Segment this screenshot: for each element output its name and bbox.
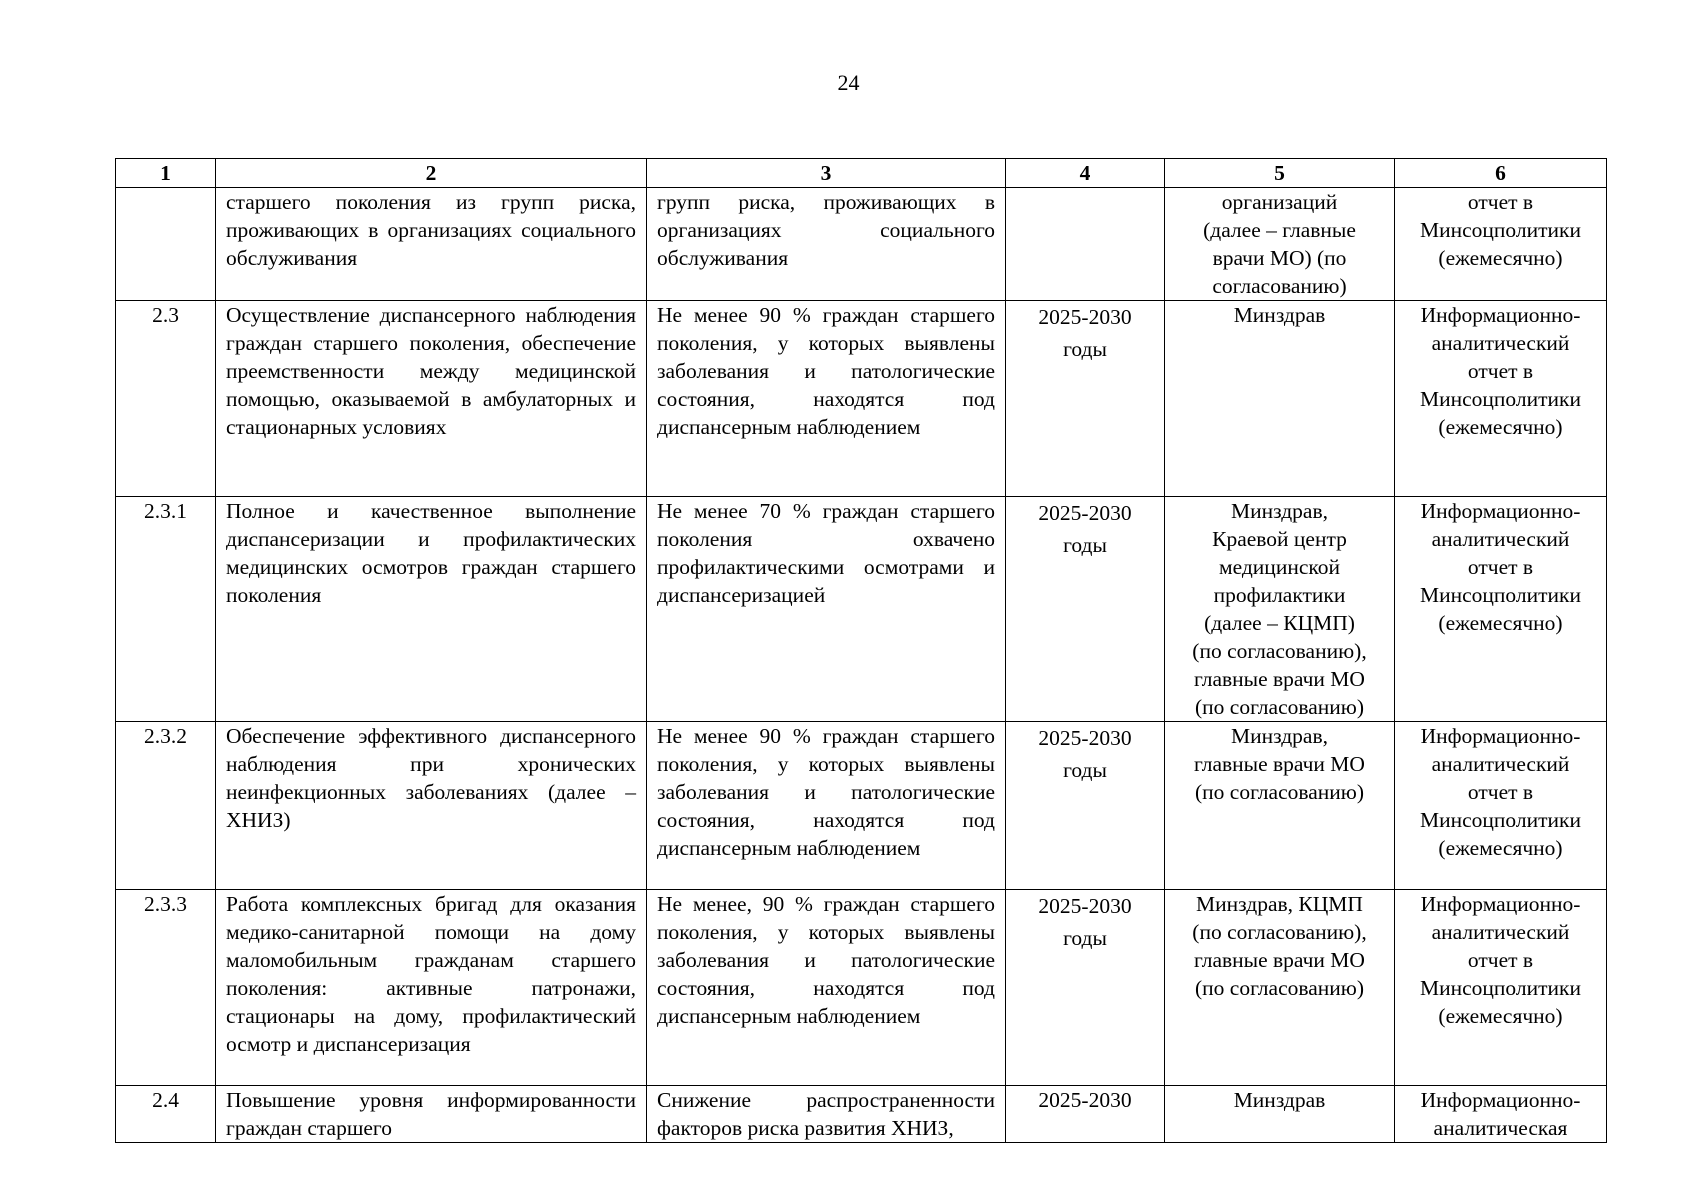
- period-cell: 2025-2030 годы: [1006, 722, 1165, 890]
- report-cell: Информационно- аналитическая: [1395, 1086, 1607, 1143]
- table-row: [116, 890, 1607, 1086]
- table-row: [116, 722, 1607, 890]
- column-header-4: 4: [1006, 159, 1165, 188]
- column-header-1: 1: [116, 159, 216, 188]
- period-cell: 2025-2030: [1006, 1086, 1165, 1143]
- result-cell: Не менее 70 % граждан старшего поколения охвачено профилактическими осмотрами и диспансеризацией: [647, 497, 1006, 722]
- executor-cell: организаций (далее – главные врачи МО) (по согласованию): [1165, 188, 1395, 301]
- action-cell: Полное и качественное выполнение диспансеризации и профилактических медицинских осмотров граждан старшего поколения: [216, 497, 647, 722]
- report-cell: Информационно- аналитический отчет в Минсоцполитики (ежемесячно): [1395, 497, 1607, 722]
- row-number: 2.3: [116, 301, 216, 497]
- period-cell: 2025-2030 годы: [1006, 497, 1165, 722]
- report-cell: отчет в Минсоцполитики (ежемесячно): [1395, 188, 1607, 301]
- measures-table: [115, 158, 1607, 1143]
- period-cell: [1006, 188, 1165, 301]
- column-header-6: 6: [1395, 159, 1607, 188]
- result-cell: Не менее, 90 % граждан старшего поколения, у которых выявлены заболевания и патологические состояния, находятся под диспансерным наблюдением: [647, 890, 1006, 1086]
- column-header-3: 3: [647, 159, 1006, 188]
- table-header-row: [116, 159, 1607, 188]
- executor-cell: Минздрав: [1165, 301, 1395, 497]
- table-row: [116, 301, 1607, 497]
- result-cell: Не менее 90 % граждан старшего поколения, у которых выявлены заболевания и патологические состояния, находятся под диспансерным наблюдением: [647, 301, 1006, 497]
- report-cell: Информационно- аналитический отчет в Минсоцполитики (ежемесячно): [1395, 722, 1607, 890]
- result-cell: Снижение распространенности факторов риска развития ХНИЗ,: [647, 1086, 1006, 1143]
- row-number: 2.4: [116, 1086, 216, 1143]
- executor-cell: Минздрав, Краевой центр медицинской профилактики (далее – КЦМП) (по согласованию), главные врачи МО (по согласованию): [1165, 497, 1395, 722]
- row-number: 2.3.1: [116, 497, 216, 722]
- table-row: [116, 1086, 1607, 1143]
- period-cell: 2025-2030 годы: [1006, 301, 1165, 497]
- executor-cell: Минздрав: [1165, 1086, 1395, 1143]
- row-number: 2.3.2: [116, 722, 216, 890]
- result-cell: групп риска, проживающих в организациях социального обслуживания: [647, 188, 1006, 301]
- executor-cell: Минздрав, КЦМП (по согласованию), главные врачи МО (по согласованию): [1165, 890, 1395, 1086]
- action-cell: Обеспечение эффективного диспансерного наблюдения при хронических неинфекционных заболеваниях (далее – ХНИЗ): [216, 722, 647, 890]
- report-cell: Информационно- аналитический отчет в Минсоцполитики (ежемесячно): [1395, 301, 1607, 497]
- period-cell: 2025-2030 годы: [1006, 890, 1165, 1086]
- action-cell: старшего поколения из групп риска, проживающих в организациях социального обслуживания: [216, 188, 647, 301]
- result-cell: Не менее 90 % граждан старшего поколения, у которых выявлены заболевания и патологические состояния, находятся под диспансерным наблюдением: [647, 722, 1006, 890]
- action-cell: Работа комплексных бригад для оказания медико-санитарной помощи на дому маломобильным гражданам старшего поколения: активные патронажи, стационары на дому, профилактический осмотр и диспансеризация: [216, 890, 647, 1086]
- page-number: 24: [837, 70, 860, 95]
- row-number: [116, 188, 216, 301]
- column-header-5: 5: [1165, 159, 1395, 188]
- action-cell: Повышение уровня информированности граждан старшего: [216, 1086, 647, 1143]
- executor-cell: Минздрав, главные врачи МО (по согласованию): [1165, 722, 1395, 890]
- table-row: [116, 188, 1607, 301]
- report-cell: Информационно- аналитический отчет в Минсоцполитики (ежемесячно): [1395, 890, 1607, 1086]
- action-cell: Осуществление диспансерного наблюдения граждан старшего поколения, обеспечение преемственности между медицинской помощью, оказываемой в амбулаторных и стационарных условиях: [216, 301, 647, 497]
- row-number: 2.3.3: [116, 890, 216, 1086]
- table-row: [116, 497, 1607, 722]
- column-header-2: 2: [216, 159, 647, 188]
